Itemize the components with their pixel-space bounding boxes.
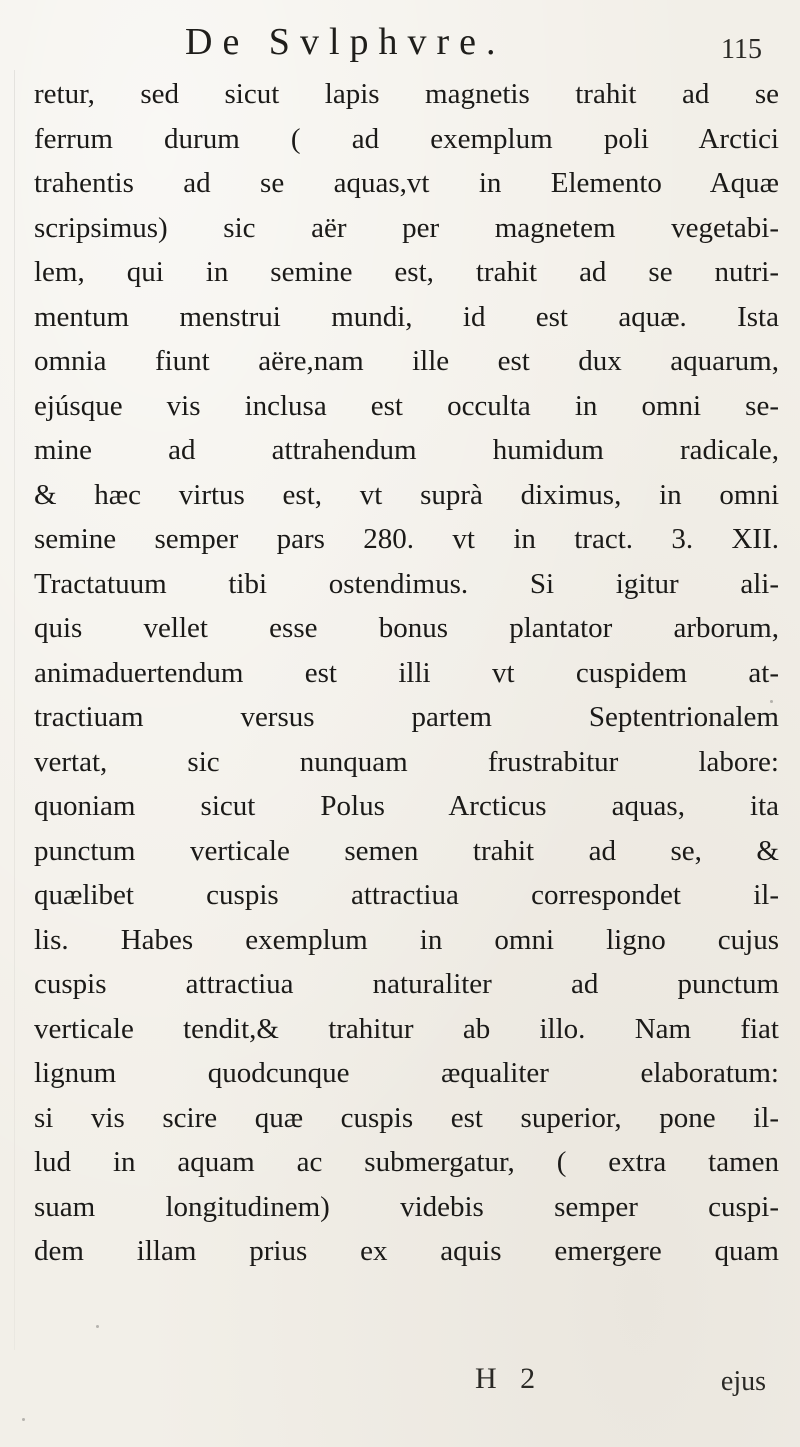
text-line: punctum verticale semen trahit ad se, & bbox=[34, 834, 779, 867]
text-line: ejúsque vis inclusa est occulta in omni se- bbox=[34, 389, 779, 422]
body-text bbox=[34, 72, 779, 1274]
text-line: semine semper pars 280. vt in tract. 3. XII. bbox=[34, 523, 779, 555]
text-line: trahentis ad se aquas,vt in Elemento Aquæ bbox=[34, 167, 779, 199]
text-line: tractiuam versus partem Septentrionalem bbox=[34, 701, 779, 733]
text-line: mine ad attrahendum humidum radicale, bbox=[34, 434, 779, 466]
text-line: vertat, sic nunquam frustrabitur labore: bbox=[34, 745, 779, 778]
page-number: 115 bbox=[721, 34, 762, 65]
text-line: si vis scire quæ cuspis est superior, pone il- bbox=[34, 1101, 779, 1134]
text-line: lud in aquam ac submergatur, ( extra tamen bbox=[34, 1146, 779, 1178]
text-line: lis. Habes exemplum in omni ligno cujus bbox=[34, 923, 779, 956]
text-line: verticale tendit,& trahitur ab illo. Nam fiat bbox=[34, 1012, 779, 1045]
text-line: dem illam prius ex aquis emergere quam bbox=[34, 1235, 779, 1267]
text-line: & hæc virtus est, vt suprà diximus, in omni bbox=[34, 478, 779, 511]
page-gutter-shadow bbox=[14, 70, 15, 1350]
text-line: lignum quodcunque æqualiter elaboratum: bbox=[34, 1057, 779, 1089]
text-line: lem, qui in semine est, trahit ad se nutri- bbox=[34, 256, 779, 288]
ink-speck bbox=[770, 700, 773, 703]
text-line: suam longitudinem) videbis semper cuspi- bbox=[34, 1190, 779, 1223]
page-header bbox=[0, 14, 800, 72]
text-line: ferrum durum ( ad exemplum poli Arctici bbox=[34, 122, 779, 155]
text-line: Tractatuum tibi ostendimus. Si igitur ali- bbox=[34, 567, 779, 600]
running-title: De Svlphvre. bbox=[185, 21, 506, 63]
text-line: quis vellet esse bonus plantator arborum, bbox=[34, 612, 779, 644]
text-line: omnia fiunt aëre,nam ille est dux aquarum, bbox=[34, 345, 779, 377]
ink-speck bbox=[22, 1418, 25, 1421]
text-line: quoniam sicut Polus Arcticus aquas, ita bbox=[34, 790, 779, 822]
text-line: cuspis attractiua naturaliter ad punctum bbox=[34, 968, 779, 1000]
text-line: animaduertendum est illi vt cuspidem at- bbox=[34, 656, 779, 689]
catchword: ejus bbox=[720, 1366, 766, 1397]
page-footer bbox=[0, 1362, 800, 1406]
text-line: mentum menstrui mundi, id est aquæ. Ista bbox=[34, 300, 779, 333]
ink-speck bbox=[96, 1325, 99, 1328]
text-line: quælibet cuspis attractiua correspondet il- bbox=[34, 879, 779, 911]
text-line: retur, sed sicut lapis magnetis trahit ad se bbox=[34, 78, 779, 110]
text-line: scripsimus) sic aër per magnetem vegetabi- bbox=[34, 211, 779, 244]
signature-mark: H 2 bbox=[475, 1362, 544, 1395]
